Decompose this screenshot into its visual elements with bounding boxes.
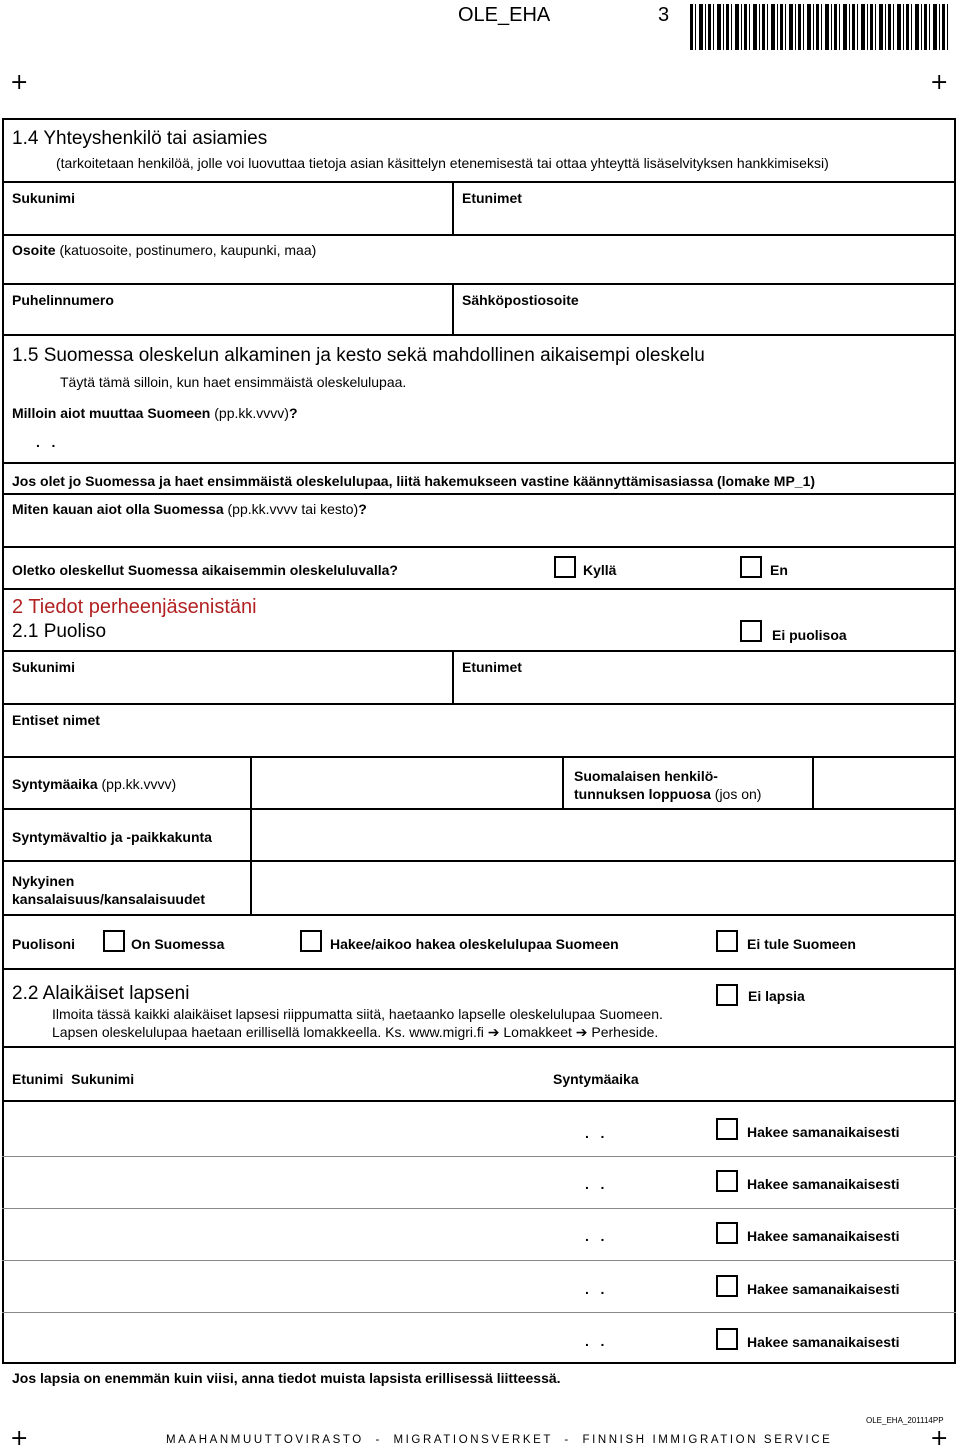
finnish-pin-field[interactable] [818, 762, 948, 804]
divider [452, 283, 454, 335]
child-name-field[interactable] [6, 1108, 536, 1152]
no-children-label: Ei lapsia [748, 988, 805, 1004]
divider [2, 1046, 956, 1048]
child-name-field[interactable] [6, 1264, 536, 1308]
frame-top [2, 118, 956, 120]
spouse-surname-label: Sukunimi [12, 659, 76, 675]
divider [2, 1312, 956, 1313]
date-dots: . . [585, 1228, 605, 1244]
date-dots: . . [585, 1333, 605, 1349]
frame-right [954, 118, 956, 1364]
child-name-field[interactable] [6, 1212, 536, 1256]
children-dob-header: Syntymäaika [553, 1071, 639, 1087]
spouse-in-finland-checkbox[interactable] [103, 930, 125, 952]
previous-stay-no-checkbox[interactable] [740, 556, 762, 578]
former-names-field[interactable] [6, 730, 946, 754]
spouse-dob-field[interactable] [256, 762, 556, 804]
spouse-status-label: Puolisoni [12, 936, 75, 952]
child-applying-label: Hakee samanaikaisesti [747, 1124, 900, 1140]
spouse-surname-field[interactable] [6, 677, 446, 701]
date-dots: . . [585, 1176, 605, 1192]
child-name-field[interactable] [6, 1316, 536, 1360]
child-dob-field[interactable] [545, 1212, 705, 1256]
section-1-5-note: Täytä tämä silloin, kun haet ensimmäistä oleskelulupaa. [60, 374, 407, 390]
frame-bottom [2, 1362, 956, 1364]
former-names-label: Entiset nimet [12, 712, 100, 728]
divider [2, 588, 956, 590]
move-date-label: Milloin aiot muuttaa Suomeen (pp.kk.vvvv)? [12, 405, 298, 421]
divider [2, 703, 956, 705]
contact-email-label: Sähköpostiosoite [462, 292, 579, 308]
form-version-code: OLE_EHA_201114PP [866, 1416, 944, 1425]
spouse-applying-checkbox[interactable] [300, 930, 322, 952]
no-children-checkbox[interactable] [716, 984, 738, 1006]
divider [2, 1260, 956, 1261]
previous-stay-yes-checkbox[interactable] [554, 556, 576, 578]
registration-mark-icon: + [10, 70, 29, 95]
registration-mark-icon: + [10, 1426, 29, 1451]
section-2-title: 2 Tiedot perheenjäsenistäni [12, 596, 257, 618]
no-spouse-label: Ei puolisoa [772, 627, 847, 643]
divider [250, 756, 252, 808]
no-spouse-checkbox[interactable] [740, 620, 762, 642]
spouse-applying-label: Hakee/aikoo hakea oleskelulupaa Suomeen [330, 936, 619, 952]
birthplace-field[interactable] [256, 814, 948, 856]
divider [562, 756, 564, 808]
child-dob-field[interactable] [545, 1316, 705, 1360]
stay-length-label: Miten kauan aiot olla Suomessa (pp.kk.vvvv tai kesto)? [12, 501, 367, 517]
stay-length-field[interactable] [6, 520, 946, 544]
child-applying-checkbox[interactable] [716, 1170, 738, 1192]
spouse-dob-label: Syntymäaika (pp.kk.vvvv) [12, 776, 177, 792]
divider [2, 181, 956, 183]
divider [2, 1208, 956, 1209]
contact-first-names-label: Etunimet [462, 190, 522, 206]
frame-left [2, 118, 4, 1364]
finnish-pin-label: Suomalaisen henkilö- tunnuksen loppuosa (jos on) [574, 768, 762, 802]
children-note-2: Lapsen oleskelulupaa haetaan erillisellä lomakkeella. Ks. www.migri.fi ➔ Lomakkeet ➔ Perheside. [52, 1024, 659, 1040]
child-dob-field[interactable] [545, 1160, 705, 1204]
previous-stay-yes-label: Kyllä [583, 562, 617, 578]
section-1-4-note: (tarkoitetaan henkilöä, jolle voi luovuttaa tietoja asian käsittelyn etenemisestä tai ottaa yhteyttä lisäselvityksen hankkimiseksi) [56, 155, 829, 171]
section-1-5-title: 1.5 Suomessa oleskelun alkaminen ja kesto sekä mahdollinen aikaisempi oleskelu [12, 345, 705, 366]
child-applying-label: Hakee samanaikaisesti [747, 1281, 900, 1297]
child-applying-checkbox[interactable] [716, 1275, 738, 1297]
child-applying-checkbox[interactable] [716, 1328, 738, 1350]
divider [2, 1100, 956, 1102]
divider [2, 546, 956, 548]
divider [452, 650, 454, 704]
registration-mark-icon: + [930, 70, 949, 95]
child-dob-field[interactable] [545, 1264, 705, 1308]
divider [2, 234, 956, 236]
section-1-4-title: 1.4 Yhteyshenkilö tai asiamies [12, 128, 268, 149]
barcode [690, 4, 950, 50]
form-code: OLE_EHA [458, 4, 551, 26]
section-2-2-title: 2.2 Alaikäiset lapseni [12, 983, 190, 1004]
divider [2, 493, 956, 495]
divider [2, 462, 956, 464]
divider [2, 650, 956, 652]
child-applying-label: Hakee samanaikaisesti [747, 1176, 900, 1192]
birthplace-label: Syntymävaltio ja -paikkakunta [12, 829, 212, 845]
divider [2, 914, 956, 916]
divider [2, 968, 956, 970]
child-applying-label: Hakee samanaikaisesti [747, 1228, 900, 1244]
divider [452, 181, 454, 235]
previous-stay-question: Oletko oleskellut Suomessa aikaisemmin oleskeluluvalla? [12, 562, 398, 578]
contact-phone-label: Puhelinnumero [12, 292, 114, 308]
move-date-field[interactable] [12, 430, 212, 452]
contact-address-label: Osoite (katuosoite, postinumero, kaupunki, maa) [12, 242, 317, 258]
spouse-not-coming-checkbox[interactable] [716, 930, 738, 952]
children-note-1: Ilmoita tässä kaikki alaikäiset lapsesi riippumatta siitä, haetaanko lapselle oleskelulupaa Suomeen. [52, 1006, 663, 1022]
contact-first-names-field[interactable] [458, 208, 948, 232]
divider [2, 808, 956, 810]
contact-surname-field[interactable] [6, 208, 446, 232]
footer-organization: MAAHANMUUTTOVIRASTO - MIGRATIONSVERKET - FINNISH IMMIGRATION SERVICE [166, 1434, 833, 1446]
spouse-first-names-label: Etunimet [462, 659, 522, 675]
citizenship-label: Nykyinen kansalaisuus/kansalaisuudet [12, 873, 205, 907]
contact-email-field[interactable] [458, 310, 948, 332]
more-children-note: Jos lapsia on enemmän kuin viisi, anna tiedot muista lapsista erillisessä liitteessä. [12, 1370, 561, 1386]
contact-phone-field[interactable] [6, 310, 446, 332]
registration-mark-icon: + [930, 1426, 949, 1451]
date-dots: . . [36, 434, 56, 450]
child-dob-field[interactable] [545, 1108, 705, 1152]
previous-stay-no-label: En [770, 562, 788, 578]
divider [2, 1156, 956, 1157]
child-applying-checkbox[interactable] [716, 1222, 738, 1244]
contact-address-field[interactable] [6, 260, 946, 282]
child-applying-checkbox[interactable] [716, 1118, 738, 1140]
contact-surname-label: Sukunimi [12, 190, 76, 206]
divider [2, 860, 956, 862]
date-dots: . . [585, 1281, 605, 1297]
child-name-field[interactable] [6, 1160, 536, 1204]
date-dots: . . [585, 1125, 605, 1141]
page-number: 3 [658, 4, 670, 26]
citizenship-field[interactable] [256, 866, 948, 910]
divider [2, 334, 956, 336]
divider [2, 283, 956, 285]
spouse-in-finland-label: On Suomessa [131, 936, 225, 952]
section-2-1-title: 2.1 Puoliso [12, 621, 107, 642]
spouse-not-coming-label: Ei tule Suomeen [747, 936, 856, 952]
child-applying-label: Hakee samanaikaisesti [747, 1334, 900, 1350]
children-names-header: Etunimi Sukunimi [12, 1071, 135, 1087]
already-in-finland-note: Jos olet jo Suomessa ja haet ensimmäistä oleskelulupaa, liitä hakemukseen vastine käännyttämisasiassa (lomake MP_1) [12, 473, 816, 489]
spouse-first-names-field[interactable] [458, 677, 948, 701]
divider [812, 756, 814, 808]
